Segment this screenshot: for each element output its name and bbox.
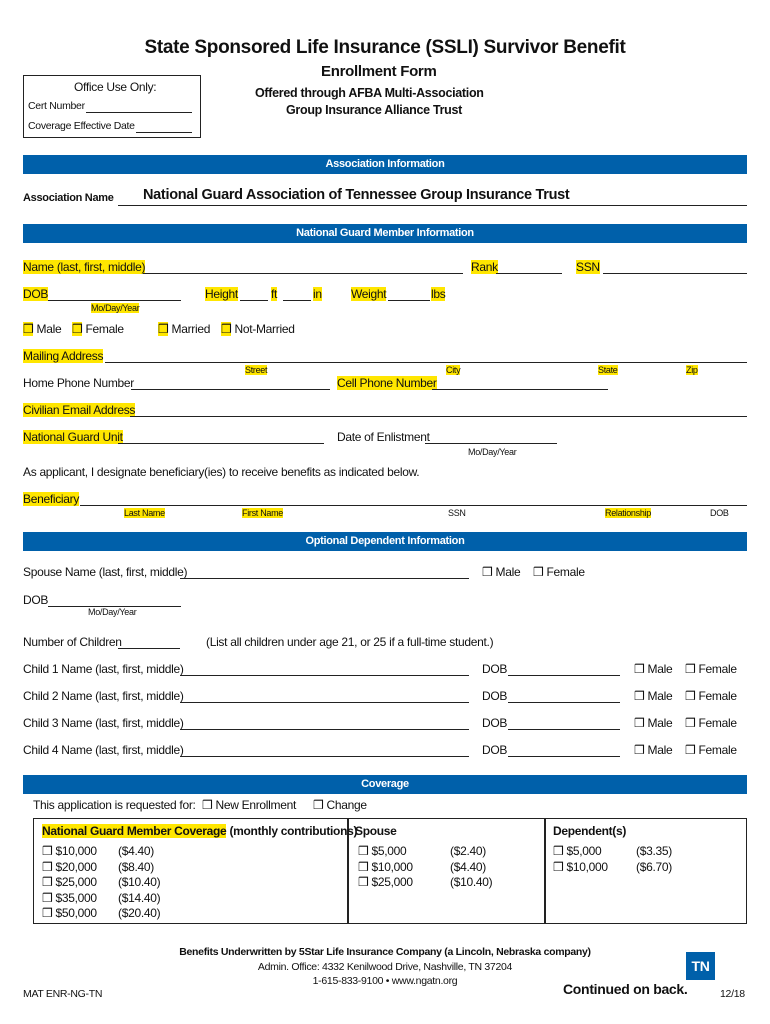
checkbox-icon: ❒ — [42, 875, 53, 889]
dob-hint: Mo/Day/Year — [91, 303, 140, 313]
beneficiary-field[interactable] — [80, 505, 747, 506]
form-code: MAT ENR-NG-TN — [23, 988, 103, 1000]
section-member: National Guard Member Information — [23, 224, 747, 243]
checkbox-icon: ❒ — [634, 662, 645, 676]
underwritten-text: Benefits Underwritten by 5Star Life Insurance Company (a Lincoln, Nebraska company) — [179, 946, 591, 958]
column-divider — [544, 819, 546, 923]
beneficiary-label: Beneficiary — [23, 492, 80, 506]
ben-col-relationship: Relationship — [605, 508, 651, 518]
checkbox-icon: ❒ — [358, 875, 369, 889]
ben-col-dob: DOB — [710, 508, 729, 518]
coverage-price: ($6.70) — [636, 859, 672, 874]
spouse-female-checkbox[interactable] — [533, 565, 585, 579]
child-male-checkbox[interactable] — [634, 716, 672, 730]
association-name-value: National Guard Association of Tennessee Group Insurance Trust — [143, 187, 570, 203]
married-label: Married — [171, 322, 211, 336]
section-coverage: Coverage — [23, 775, 747, 794]
member-coverage-heading: National Guard Member Coverage — [42, 824, 227, 838]
checkbox-icon: ❒ — [72, 322, 83, 336]
coverage-option-checkbox[interactable] — [553, 860, 608, 874]
coverage-option-checkbox[interactable] — [42, 891, 97, 905]
child-name-label: Child 4 Name (last, first, middle) — [23, 743, 184, 757]
home-phone-label: Home Phone Number — [23, 376, 134, 390]
street-hint: Street — [245, 365, 268, 375]
cell-phone-field[interactable] — [432, 389, 608, 390]
checkbox-icon: ❒ — [553, 844, 564, 858]
coverage-price: ($14.40) — [118, 890, 161, 905]
checkbox-icon: ❒ — [221, 322, 232, 336]
checkbox-icon: ❒ — [533, 565, 544, 579]
spouse-field[interactable] — [180, 578, 469, 579]
male-checkbox[interactable] — [23, 322, 61, 336]
coverage-price: ($8.40) — [118, 859, 154, 874]
enlistment-hint: Mo/Day/Year — [468, 447, 517, 457]
ben-col-first: First Name — [242, 508, 284, 518]
coverage-option-checkbox[interactable] — [553, 844, 601, 858]
unit-label: National Guard Unit — [23, 430, 123, 444]
child-male-checkbox[interactable] — [634, 743, 672, 757]
not-married-label: Not-Married — [234, 322, 295, 336]
child-name-label: Child 3 Name (last, first, middle) — [23, 716, 184, 730]
ssn-label: SSN — [576, 260, 600, 274]
checkbox-icon: ❒ — [634, 743, 645, 757]
dob-field[interactable] — [48, 300, 181, 301]
female-label: Female — [698, 716, 737, 730]
new-enrollment-label: New Enrollment — [215, 798, 297, 812]
male-label: Male — [647, 689, 673, 703]
child-name-label: Child 1 Name (last, first, middle) — [23, 662, 184, 676]
ben-col-last: Last Name — [124, 508, 165, 518]
office-use-box — [23, 75, 201, 138]
coverage-price: ($2.40) — [450, 844, 486, 858]
continued-text: Continued on back. — [563, 981, 688, 997]
rank-label: Rank — [471, 260, 498, 274]
height-in-field[interactable] — [283, 300, 311, 301]
child-dob-field[interactable] — [508, 756, 620, 757]
not-married-checkbox[interactable] — [221, 322, 295, 336]
coverage-option-checkbox[interactable] — [358, 860, 413, 874]
child-dob-label: DOB — [482, 743, 508, 757]
coverage-price: ($20.40) — [118, 906, 161, 920]
child-male-checkbox[interactable] — [634, 689, 672, 703]
state-badge: TN — [686, 952, 715, 980]
child-dob-label: DOB — [482, 716, 508, 730]
mailing-address-field[interactable] — [105, 362, 747, 363]
coverage-price: ($10.40) — [118, 875, 161, 889]
lbs-label: lbs — [431, 287, 446, 301]
section-association: Association Information — [23, 155, 747, 174]
child-female-checkbox[interactable] — [685, 743, 737, 757]
child-female-checkbox[interactable] — [685, 689, 737, 703]
requested-label: This application is requested for: — [33, 798, 196, 812]
checkbox-icon: ❒ — [358, 859, 369, 874]
spouse-male-checkbox[interactable] — [482, 565, 520, 579]
coverage-amount: $10,000 — [566, 859, 608, 874]
form-title: State Sponsored Life Insurance (SSLI) Survivor Benefit — [144, 37, 626, 58]
coverage-option-checkbox[interactable] — [42, 844, 97, 858]
coverage-price: ($3.35) — [636, 844, 672, 858]
coverage-amount: $25,000 — [371, 875, 413, 889]
coverage-amount: $50,000 — [55, 906, 97, 920]
checkbox-icon: ❒ — [634, 689, 645, 703]
female-label: Female — [698, 743, 737, 757]
child-female-checkbox[interactable] — [685, 662, 737, 676]
checkbox-icon: ❒ — [42, 844, 53, 858]
coverage-amount: $5,000 — [371, 844, 407, 858]
coverage-option-checkbox[interactable] — [42, 906, 97, 920]
coverage-amount: $35,000 — [55, 890, 97, 905]
office-use-heading: Office Use Only: — [74, 80, 157, 94]
checkbox-icon: ❒ — [685, 689, 696, 703]
spouse-label: Spouse Name (last, first, middle) — [23, 565, 188, 579]
unit-field[interactable] — [118, 443, 324, 444]
weight-label: Weight — [351, 287, 387, 301]
child-dob-label: DOB — [482, 662, 508, 676]
child-name-field[interactable] — [180, 729, 469, 730]
coverage-amount: $25,000 — [55, 875, 97, 889]
name-label: Name (last, first, middle) — [23, 260, 146, 274]
coverage-amount: $10,000 — [55, 844, 97, 858]
email-field[interactable] — [130, 416, 747, 417]
coverage-price: ($4.40) — [450, 859, 486, 874]
checkbox-icon: ❒ — [23, 322, 34, 336]
name-field[interactable] — [143, 273, 463, 274]
spouse-coverage-heading: Spouse — [355, 824, 397, 838]
home-phone-field[interactable] — [131, 389, 330, 390]
member-coverage-note: (monthly contributions) — [229, 824, 358, 838]
spouse-dob-label: DOB — [23, 593, 49, 607]
male-label: Male — [647, 743, 673, 757]
male-label: Male — [495, 565, 521, 579]
section-dependent: Optional Dependent Information — [23, 532, 747, 551]
rank-field[interactable] — [496, 273, 562, 274]
dob-label: DOB — [23, 287, 49, 301]
designate-text: As applicant, I designate beneficiary(ies) to receive benefits as indicated below. — [23, 465, 420, 479]
state-hint: State — [598, 365, 618, 375]
checkbox-icon: ❒ — [313, 798, 324, 812]
ssn-field[interactable] — [603, 273, 747, 274]
children-count-label: Number of Children — [23, 635, 122, 649]
enlistment-label: Date of Enlistment — [337, 430, 430, 444]
mailing-address-label: Mailing Address — [23, 349, 104, 363]
email-label: Civilian Email Address — [23, 403, 136, 417]
checkbox-icon: ❒ — [634, 716, 645, 730]
coverage-amount: $5,000 — [566, 844, 602, 858]
association-name-label: Association Name — [23, 192, 114, 204]
child-dob-field[interactable] — [508, 675, 620, 676]
checkbox-icon: ❒ — [685, 716, 696, 730]
coverage-amount: $20,000 — [55, 859, 97, 874]
weight-field[interactable] — [388, 300, 430, 301]
child-name-field[interactable] — [180, 702, 469, 703]
new-enrollment-checkbox[interactable] — [202, 798, 296, 812]
child-male-checkbox[interactable] — [634, 662, 672, 676]
children-count-field[interactable] — [118, 648, 180, 649]
child-name-field[interactable] — [180, 756, 469, 757]
male-label: Male — [647, 662, 673, 676]
coverage-option-checkbox[interactable] — [42, 860, 97, 874]
checkbox-icon: ❒ — [158, 322, 169, 336]
female-label: Female — [546, 565, 585, 579]
change-checkbox[interactable] — [313, 798, 367, 812]
child-female-checkbox[interactable] — [685, 716, 737, 730]
female-checkbox[interactable] — [72, 322, 124, 336]
cell-phone-label: Cell Phone Number — [337, 376, 437, 390]
association-name-field[interactable] — [118, 205, 747, 206]
checkbox-icon: ❒ — [202, 798, 213, 812]
checkbox-icon: ❒ — [42, 906, 53, 920]
coverage-price: ($4.40) — [118, 844, 154, 858]
contact-text: 1-615-833-9100 • www.ngatn.org — [312, 975, 458, 987]
change-label: Change — [326, 798, 367, 812]
coverage-date-label: Coverage Effective Date — [28, 120, 135, 132]
female-label: Female — [698, 689, 737, 703]
form-date: 12/18 — [720, 988, 745, 1000]
spouse-dob-hint: Mo/Day/Year — [88, 607, 137, 617]
checkbox-icon: ❒ — [685, 662, 696, 676]
checkbox-icon: ❒ — [685, 743, 696, 757]
child-name-field[interactable] — [180, 675, 469, 676]
child-name-label: Child 2 Name (last, first, middle) — [23, 689, 184, 703]
coverage-option-checkbox[interactable] — [358, 875, 413, 889]
coverage-option-checkbox[interactable] — [42, 875, 97, 889]
offered-line-1: Offered through AFBA Multi-Association — [255, 86, 484, 100]
city-hint: City — [446, 365, 461, 375]
height-ft-field[interactable] — [240, 300, 268, 301]
ft-label: ft — [271, 287, 278, 301]
coverage-price: ($10.40) — [450, 875, 493, 889]
in-label: in — [313, 287, 322, 301]
child-dob-label: DOB — [482, 689, 508, 703]
form-subtitle: Enrollment Form — [321, 63, 437, 80]
checkbox-icon: ❒ — [42, 859, 53, 874]
checkbox-icon: ❒ — [42, 890, 53, 905]
female-label: Female — [698, 662, 737, 676]
male-label: Male — [647, 716, 673, 730]
cert-number-label: Cert Number — [28, 100, 85, 112]
checkbox-icon: ❒ — [482, 565, 493, 579]
checkbox-icon: ❒ — [553, 859, 564, 874]
female-label: Female — [85, 322, 124, 336]
enlistment-field[interactable] — [425, 443, 557, 444]
dependent-coverage-heading: Dependent(s) — [553, 824, 627, 838]
admin-office-text: Admin. Office: 4332 Kenilwood Drive, Nashville, TN 37204 — [257, 961, 513, 973]
height-label: Height — [205, 287, 238, 301]
married-checkbox[interactable] — [158, 322, 210, 336]
children-note: (List all children under age 21, or 25 if a full-time student.) — [206, 635, 494, 649]
coverage-amount: $10,000 — [371, 859, 413, 874]
checkbox-icon: ❒ — [358, 844, 369, 858]
child-dob-field[interactable] — [508, 729, 620, 730]
coverage-option-checkbox[interactable] — [358, 844, 406, 858]
offered-line-2: Group Insurance Alliance Trust — [286, 103, 462, 117]
male-label: Male — [36, 322, 62, 336]
cert-number-field[interactable] — [86, 112, 192, 113]
coverage-date-field[interactable] — [136, 132, 192, 133]
ben-col-ssn: SSN — [448, 508, 466, 518]
zip-hint: Zip — [686, 365, 698, 375]
child-dob-field[interactable] — [508, 702, 620, 703]
